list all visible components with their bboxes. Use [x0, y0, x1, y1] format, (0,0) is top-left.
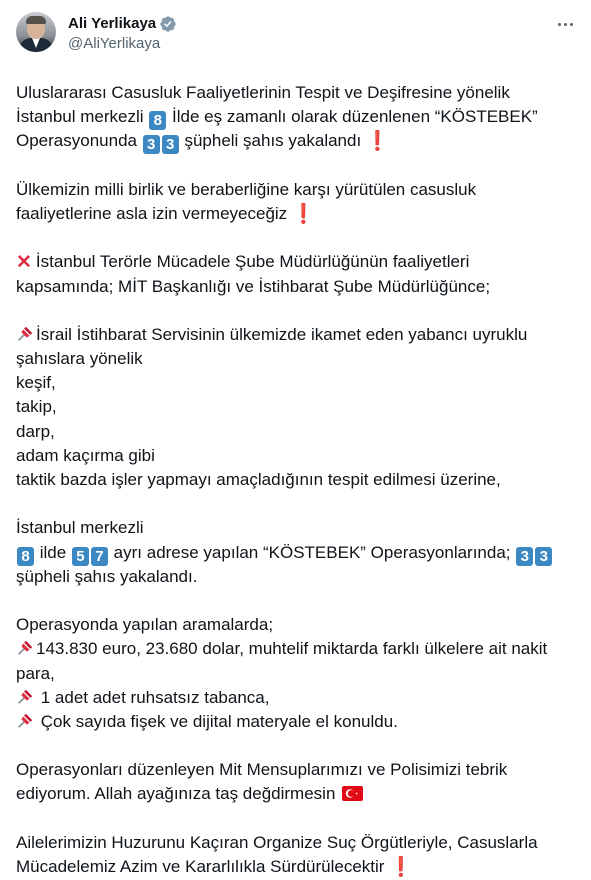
text-line: Çok sayıda fişek ve dijital materyale el konuldu.	[16, 710, 575, 734]
pushpin-icon	[16, 639, 34, 657]
avatar[interactable]	[16, 12, 56, 52]
text-line: adam kaçırma gibi	[16, 445, 155, 465]
text-line: ✕ İstanbul Terörle Mücadele Şube Müdürlüğünün faaliyetleri	[16, 252, 470, 274]
text-line: 1 adet adet ruhsatsız tabanca,	[16, 686, 575, 710]
text-line: 8 ilde 5 7 ayrı adrese yapılan “KÖSTEBEK” Operasyonlarında; 3 3	[16, 541, 575, 565]
text-line: Uluslararası Casusluk Faaliyetlerinin Tespit ve Deşifresine yönelik	[16, 83, 510, 102]
text-line: İstanbul merkezli	[16, 518, 144, 538]
text-line: para,	[16, 663, 55, 683]
text-line: ediyorum. Allah ayağınıza taş değdirmesin	[16, 782, 575, 806]
keycap-8-icon: 8	[17, 547, 34, 566]
text-line: Operasyonları düzenleyen Mit Mensuplarımızı ve Polisimizi tebrik	[16, 760, 508, 780]
text-line: 143.830 euro, 23.680 dolar, muhtelif miktarda farklı ülkelere ait nakit	[16, 637, 575, 661]
tweet-text	[16, 81, 575, 879]
keycap-5-icon: 5	[72, 547, 89, 566]
more-options-icon[interactable]	[555, 14, 575, 34]
red-exclamation-icon: ❗	[389, 857, 413, 878]
pushpin-icon	[16, 712, 34, 730]
keycap-7-icon: 7	[91, 547, 108, 566]
red-exclamation-icon: ❗	[365, 131, 390, 153]
author-info	[68, 14, 177, 54]
text-line: Ailelerimizin Huzurunu Kaçıran Organize Suç Örgütleriyle, Casuslarla	[16, 832, 538, 852]
text-line: İstanbul merkezli 8 İlde eş zamanlı olarak düzenlenen “KÖSTEBEK”	[16, 107, 538, 130]
keycap-8-icon: 8	[149, 111, 166, 130]
tweet-header	[16, 12, 575, 58]
pushpin-icon	[16, 325, 34, 343]
text-line: takip,	[16, 397, 57, 417]
turkey-flag-icon	[342, 786, 363, 801]
keycap-3-icon: 3	[162, 135, 179, 154]
author-name-row[interactable]	[68, 14, 177, 34]
keycap-3-icon: 3	[516, 547, 533, 566]
keycap-3-icon: 3	[535, 547, 552, 566]
cross-mark-icon: ✕	[16, 252, 32, 274]
author-name[interactable]: Ali Yerlikaya	[68, 15, 157, 32]
text-line: keşif,	[16, 373, 56, 393]
text-line: Operasyonunda 3 3 şüpheli şahıs yakalandı ❗	[16, 131, 390, 154]
text-line: taktik bazda işler yapmayı amaçladığının tespit edilmesi üzerine,	[16, 470, 501, 489]
text-line: kapsamında; MİT Başkanlığı ve İstihbarat Şube Müdürlüğünce;	[16, 276, 491, 296]
red-exclamation-icon: ❗	[291, 203, 316, 225]
text-line: Mücadelemiz Azim ve Kararlılıkla Sürdürülecektir ❗	[16, 857, 413, 878]
text-line: darp,	[16, 421, 55, 441]
text-line: faaliyetlerine asla izin vermeyeceğiz ❗	[16, 203, 316, 225]
text-line: Operasyonda yapılan aramalarda;	[16, 615, 274, 635]
text-line: şüpheli şahıs yakalandı.	[16, 566, 198, 586]
pushpin-icon	[16, 688, 34, 706]
text-line: İsrail İstihbarat Servisinin ülkemizde ikamet eden yabancı uyruklu	[16, 323, 575, 347]
keycap-3-icon: 3	[143, 135, 160, 154]
text-line: şahıslara yönelik	[16, 349, 143, 369]
text-line: Ülkemizin milli birlik ve beraberliğine karşı yürütülen casusluk	[16, 179, 477, 199]
verified-badge-icon	[159, 15, 177, 33]
author-handle[interactable]: @AliYerlikaya	[68, 35, 161, 52]
